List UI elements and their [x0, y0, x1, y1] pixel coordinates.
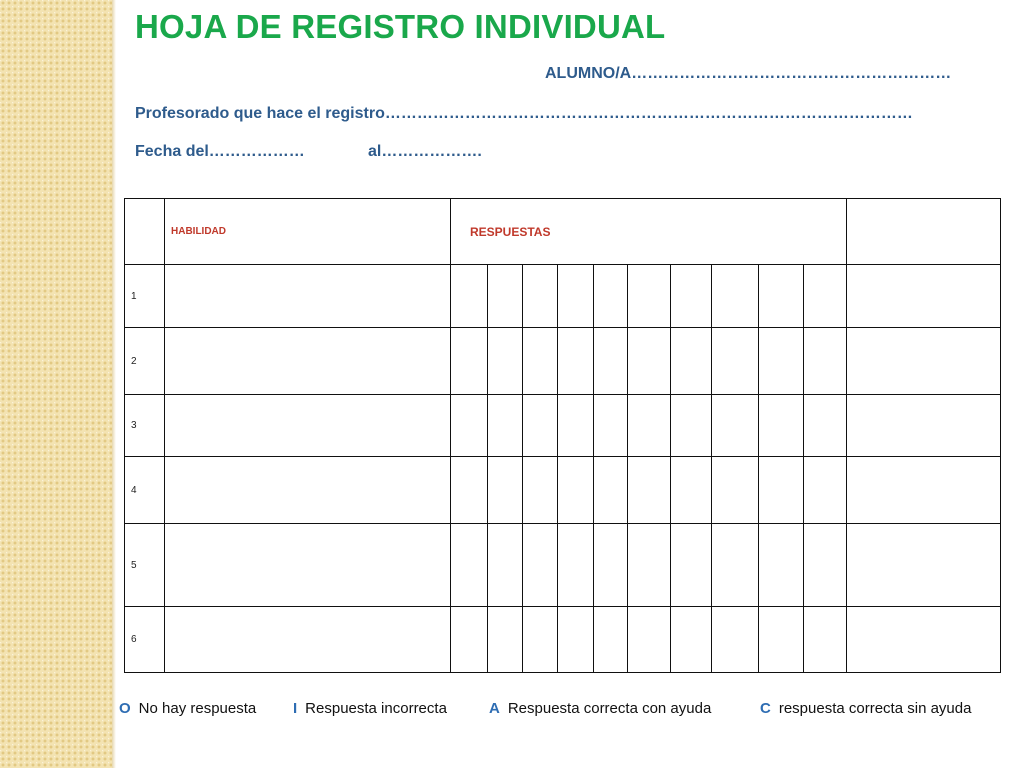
row-number: 4 [125, 457, 165, 524]
respuesta-cell[interactable] [759, 395, 804, 457]
respuesta-cell[interactable] [488, 457, 523, 524]
legend-code: A [489, 700, 500, 717]
respuesta-cell[interactable] [712, 328, 759, 395]
alumno-field-line: ALUMNO/A…………………………………………………… [545, 65, 952, 82]
respuesta-cell[interactable] [558, 607, 594, 673]
row-number: 1 [125, 265, 165, 328]
respuesta-cell[interactable] [488, 265, 523, 328]
respuesta-cell[interactable] [712, 607, 759, 673]
extra-cell[interactable] [847, 457, 1001, 524]
habilidad-cell[interactable] [165, 395, 451, 457]
habilidad-cell[interactable] [165, 328, 451, 395]
respuesta-cell[interactable] [523, 457, 558, 524]
habilidad-cell[interactable] [165, 457, 451, 524]
respuesta-cell[interactable] [558, 395, 594, 457]
decorative-sidebar [0, 0, 112, 768]
respuesta-cell[interactable] [488, 395, 523, 457]
profesorado-field-line: Profesorado que hace el registro……………………………………………………………………………………… [135, 105, 913, 122]
respuesta-cell[interactable] [488, 524, 523, 607]
respuesta-cell[interactable] [804, 607, 847, 673]
respuesta-cell[interactable] [451, 524, 488, 607]
legend-item-c [760, 700, 971, 717]
respuesta-cell[interactable] [759, 524, 804, 607]
respuesta-cell[interactable] [523, 395, 558, 457]
respuesta-cell[interactable] [671, 457, 712, 524]
extra-cell[interactable] [847, 524, 1001, 607]
legend-text: respuesta correcta sin ayuda [778, 700, 972, 717]
respuesta-cell[interactable] [594, 395, 628, 457]
respuesta-cell[interactable] [594, 607, 628, 673]
respuesta-cell[interactable] [523, 607, 558, 673]
table-row [125, 265, 1001, 328]
respuesta-cell[interactable] [804, 265, 847, 328]
respuesta-cell[interactable] [558, 265, 594, 328]
respuesta-cell[interactable] [488, 328, 523, 395]
respuesta-cell[interactable] [451, 265, 488, 328]
row-number: 6 [125, 607, 165, 673]
legend-item-i [293, 700, 447, 717]
respuesta-cell[interactable] [523, 524, 558, 607]
respuesta-cell[interactable] [488, 607, 523, 673]
respuesta-cell[interactable] [594, 265, 628, 328]
respuesta-cell[interactable] [451, 395, 488, 457]
respuesta-cell[interactable] [628, 607, 671, 673]
respuesta-cell[interactable] [451, 457, 488, 524]
respuesta-cell[interactable] [759, 607, 804, 673]
respuesta-cell[interactable] [759, 328, 804, 395]
respuesta-cell[interactable] [804, 328, 847, 395]
respuesta-cell[interactable] [523, 265, 558, 328]
header-respuestas: RESPUESTAS [451, 199, 847, 265]
respuesta-cell[interactable] [712, 265, 759, 328]
respuesta-cell[interactable] [759, 457, 804, 524]
legend-code: I [293, 700, 298, 717]
table-row [125, 524, 1001, 607]
respuesta-cell[interactable] [451, 328, 488, 395]
respuesta-cell[interactable] [804, 524, 847, 607]
header-corner-cell [125, 199, 165, 265]
respuesta-cell[interactable] [804, 457, 847, 524]
sidebar-edge [112, 0, 116, 768]
legend-item-o [119, 700, 256, 717]
habilidad-cell[interactable] [165, 607, 451, 673]
respuesta-cell[interactable] [628, 457, 671, 524]
respuesta-cell[interactable] [523, 328, 558, 395]
respuesta-cell[interactable] [558, 328, 594, 395]
fecha-del-field-line: Fecha del……………… [135, 143, 305, 160]
respuesta-cell[interactable] [628, 265, 671, 328]
respuesta-cell[interactable] [558, 457, 594, 524]
legend-code: O [119, 700, 131, 717]
respuesta-cell[interactable] [712, 457, 759, 524]
extra-cell[interactable] [847, 328, 1001, 395]
header-extra-cell [847, 199, 1001, 265]
respuesta-cell[interactable] [671, 607, 712, 673]
respuesta-cell[interactable] [628, 524, 671, 607]
respuesta-cell[interactable] [628, 328, 671, 395]
respuesta-cell[interactable] [594, 524, 628, 607]
respuesta-cell[interactable] [594, 328, 628, 395]
respuesta-cell[interactable] [712, 524, 759, 607]
extra-cell[interactable] [847, 265, 1001, 328]
table-row [125, 607, 1001, 673]
page-title: HOJA DE REGISTRO INDIVIDUAL [135, 8, 666, 45]
legend-text: Respuesta incorrecta [305, 700, 447, 717]
legend-text: Respuesta correcta con ayuda [507, 700, 712, 717]
respuesta-cell[interactable] [671, 524, 712, 607]
extra-cell[interactable] [847, 607, 1001, 673]
table-row [125, 457, 1001, 524]
header-habilidad: HABILIDAD [165, 199, 451, 265]
respuesta-cell[interactable] [712, 395, 759, 457]
respuesta-cell[interactable] [594, 457, 628, 524]
respuesta-cell[interactable] [671, 265, 712, 328]
registro-table [124, 198, 1001, 673]
row-number: 5 [125, 524, 165, 607]
row-number: 2 [125, 328, 165, 395]
table-row [125, 328, 1001, 395]
legend-code: C [760, 700, 771, 717]
habilidad-cell[interactable] [165, 265, 451, 328]
respuesta-cell[interactable] [671, 395, 712, 457]
legend-text: No hay respuesta [138, 700, 257, 717]
row-number: 3 [125, 395, 165, 457]
table-row [125, 395, 1001, 457]
table-header-row [125, 199, 1001, 265]
habilidad-cell[interactable] [165, 524, 451, 607]
respuesta-cell[interactable] [671, 328, 712, 395]
legend-item-a [489, 700, 711, 717]
respuesta-cell[interactable] [804, 395, 847, 457]
respuesta-cell[interactable] [558, 524, 594, 607]
fecha-al-field-line: al………………. [368, 143, 482, 160]
respuesta-cell[interactable] [759, 265, 804, 328]
respuesta-cell[interactable] [628, 395, 671, 457]
respuesta-cell[interactable] [451, 607, 488, 673]
extra-cell[interactable] [847, 395, 1001, 457]
